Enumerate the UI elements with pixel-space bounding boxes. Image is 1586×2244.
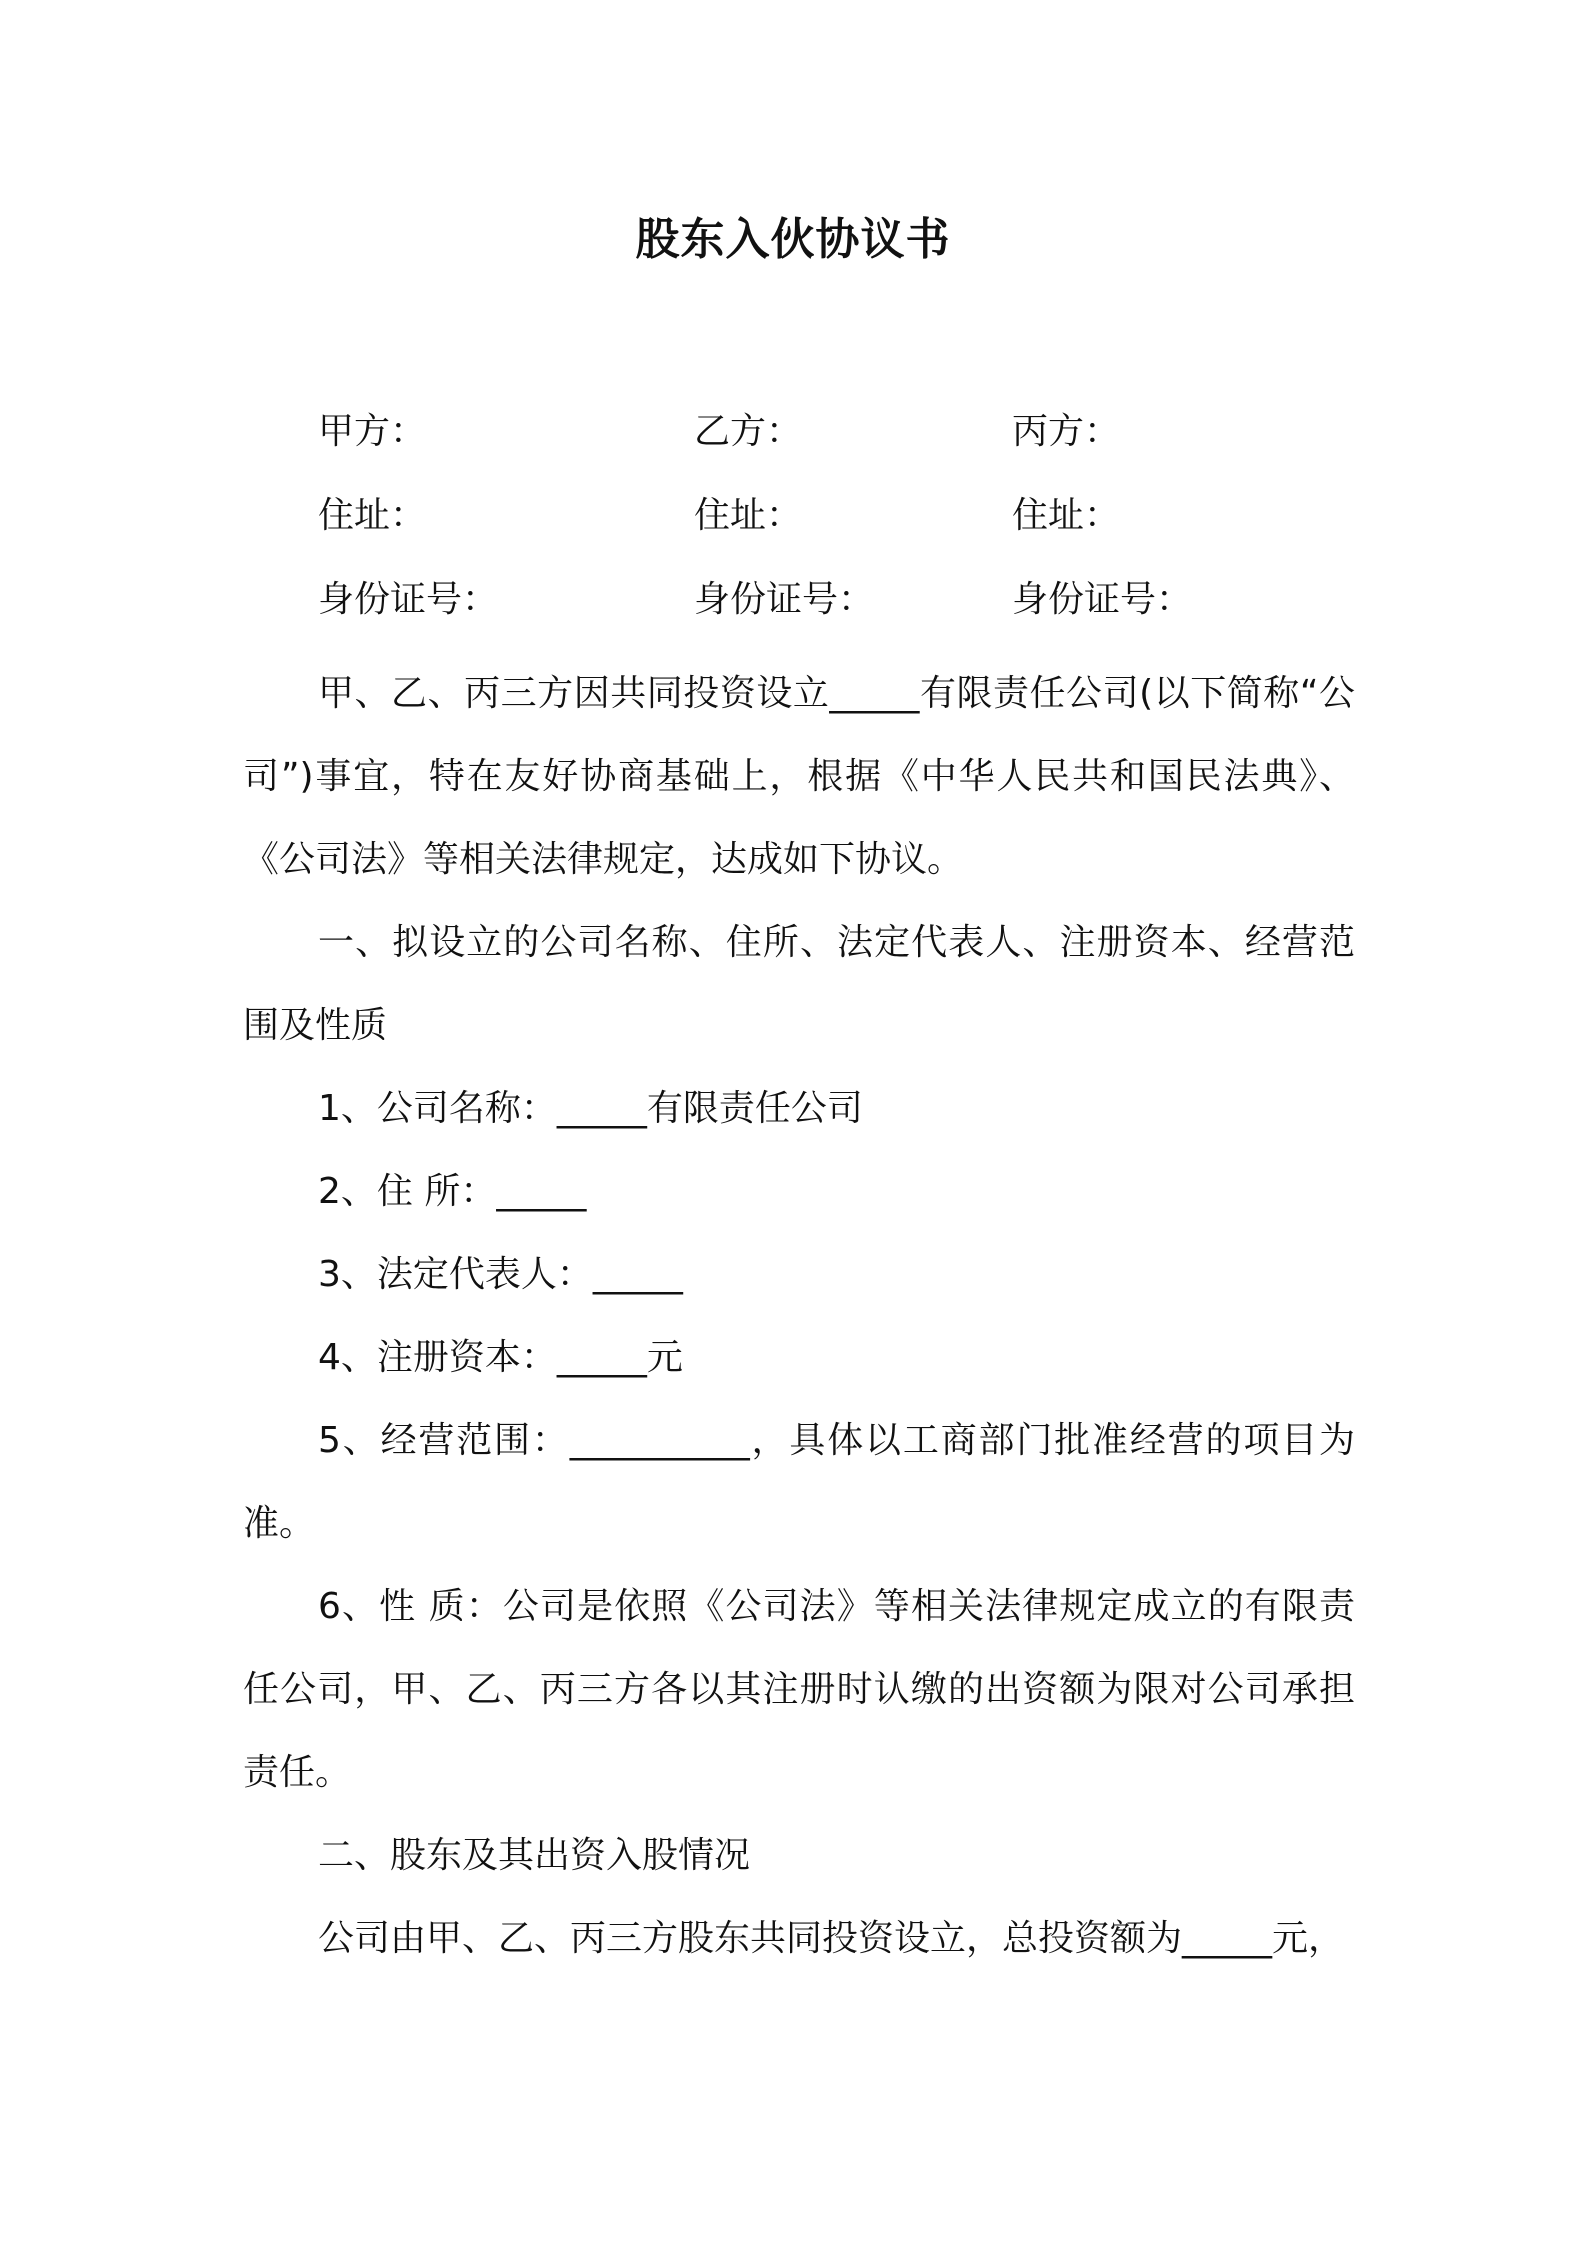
intro-paragraph: 甲、乙、丙三方因共同投资设立_____有限责任公司(以下简称“公司”)事宜，特在友好协商基础上，根据《中华人民共和国民法典》、《公司法》等相关法律规定，达成如下协议。	[243, 673, 1355, 880]
party-name-row	[0, 404, 1586, 460]
clause-nature: 6、性 质：公司是依照《公司法》等相关法律规定成立的有限责任公司，甲、乙、丙三方各以其注册时认缴的出资额为限对公司承担责任。	[243, 1586, 1355, 1793]
document-title: 股东入伙协议书	[635, 214, 951, 265]
agreement-body	[243, 652, 1355, 1980]
party-b-id-label: 身份证号：	[694, 579, 875, 620]
party-c-label: 丙方：	[1012, 411, 1121, 452]
party-b-address-label: 住址：	[694, 495, 803, 536]
clause-legal-representative: 3、法定代表人：_____	[318, 1254, 683, 1295]
party-b-label: 乙方：	[694, 411, 803, 452]
section-1-heading: 一、拟设立的公司名称、住所、法定代表人、注册资本、经营范围及性质	[243, 922, 1355, 1046]
clause-company-name: 1、公司名称：_____有限责任公司	[318, 1088, 863, 1129]
section-2-paragraph: 公司由甲、乙、丙三方股东共同投资设立，总投资额为_____元，	[318, 1918, 1345, 1959]
clause-business-scope: 5、经营范围：__________，具体以工商部门批准经营的项目为准。	[243, 1420, 1355, 1544]
party-c-address-label: 住址：	[1012, 495, 1121, 536]
party-a-id-label: 身份证号：	[318, 579, 499, 620]
party-c-id-label: 身份证号：	[1012, 579, 1193, 620]
clause-registered-capital: 4、注册资本：_____元	[318, 1337, 683, 1378]
party-address-row	[0, 488, 1586, 544]
clause-address: 2、住 所：_____	[318, 1171, 587, 1212]
party-a-label: 甲方：	[318, 411, 427, 452]
party-id-row	[0, 572, 1586, 628]
party-a-address-label: 住址：	[318, 495, 427, 536]
section-2-heading: 二、股东及其出资入股情况	[318, 1835, 751, 1876]
